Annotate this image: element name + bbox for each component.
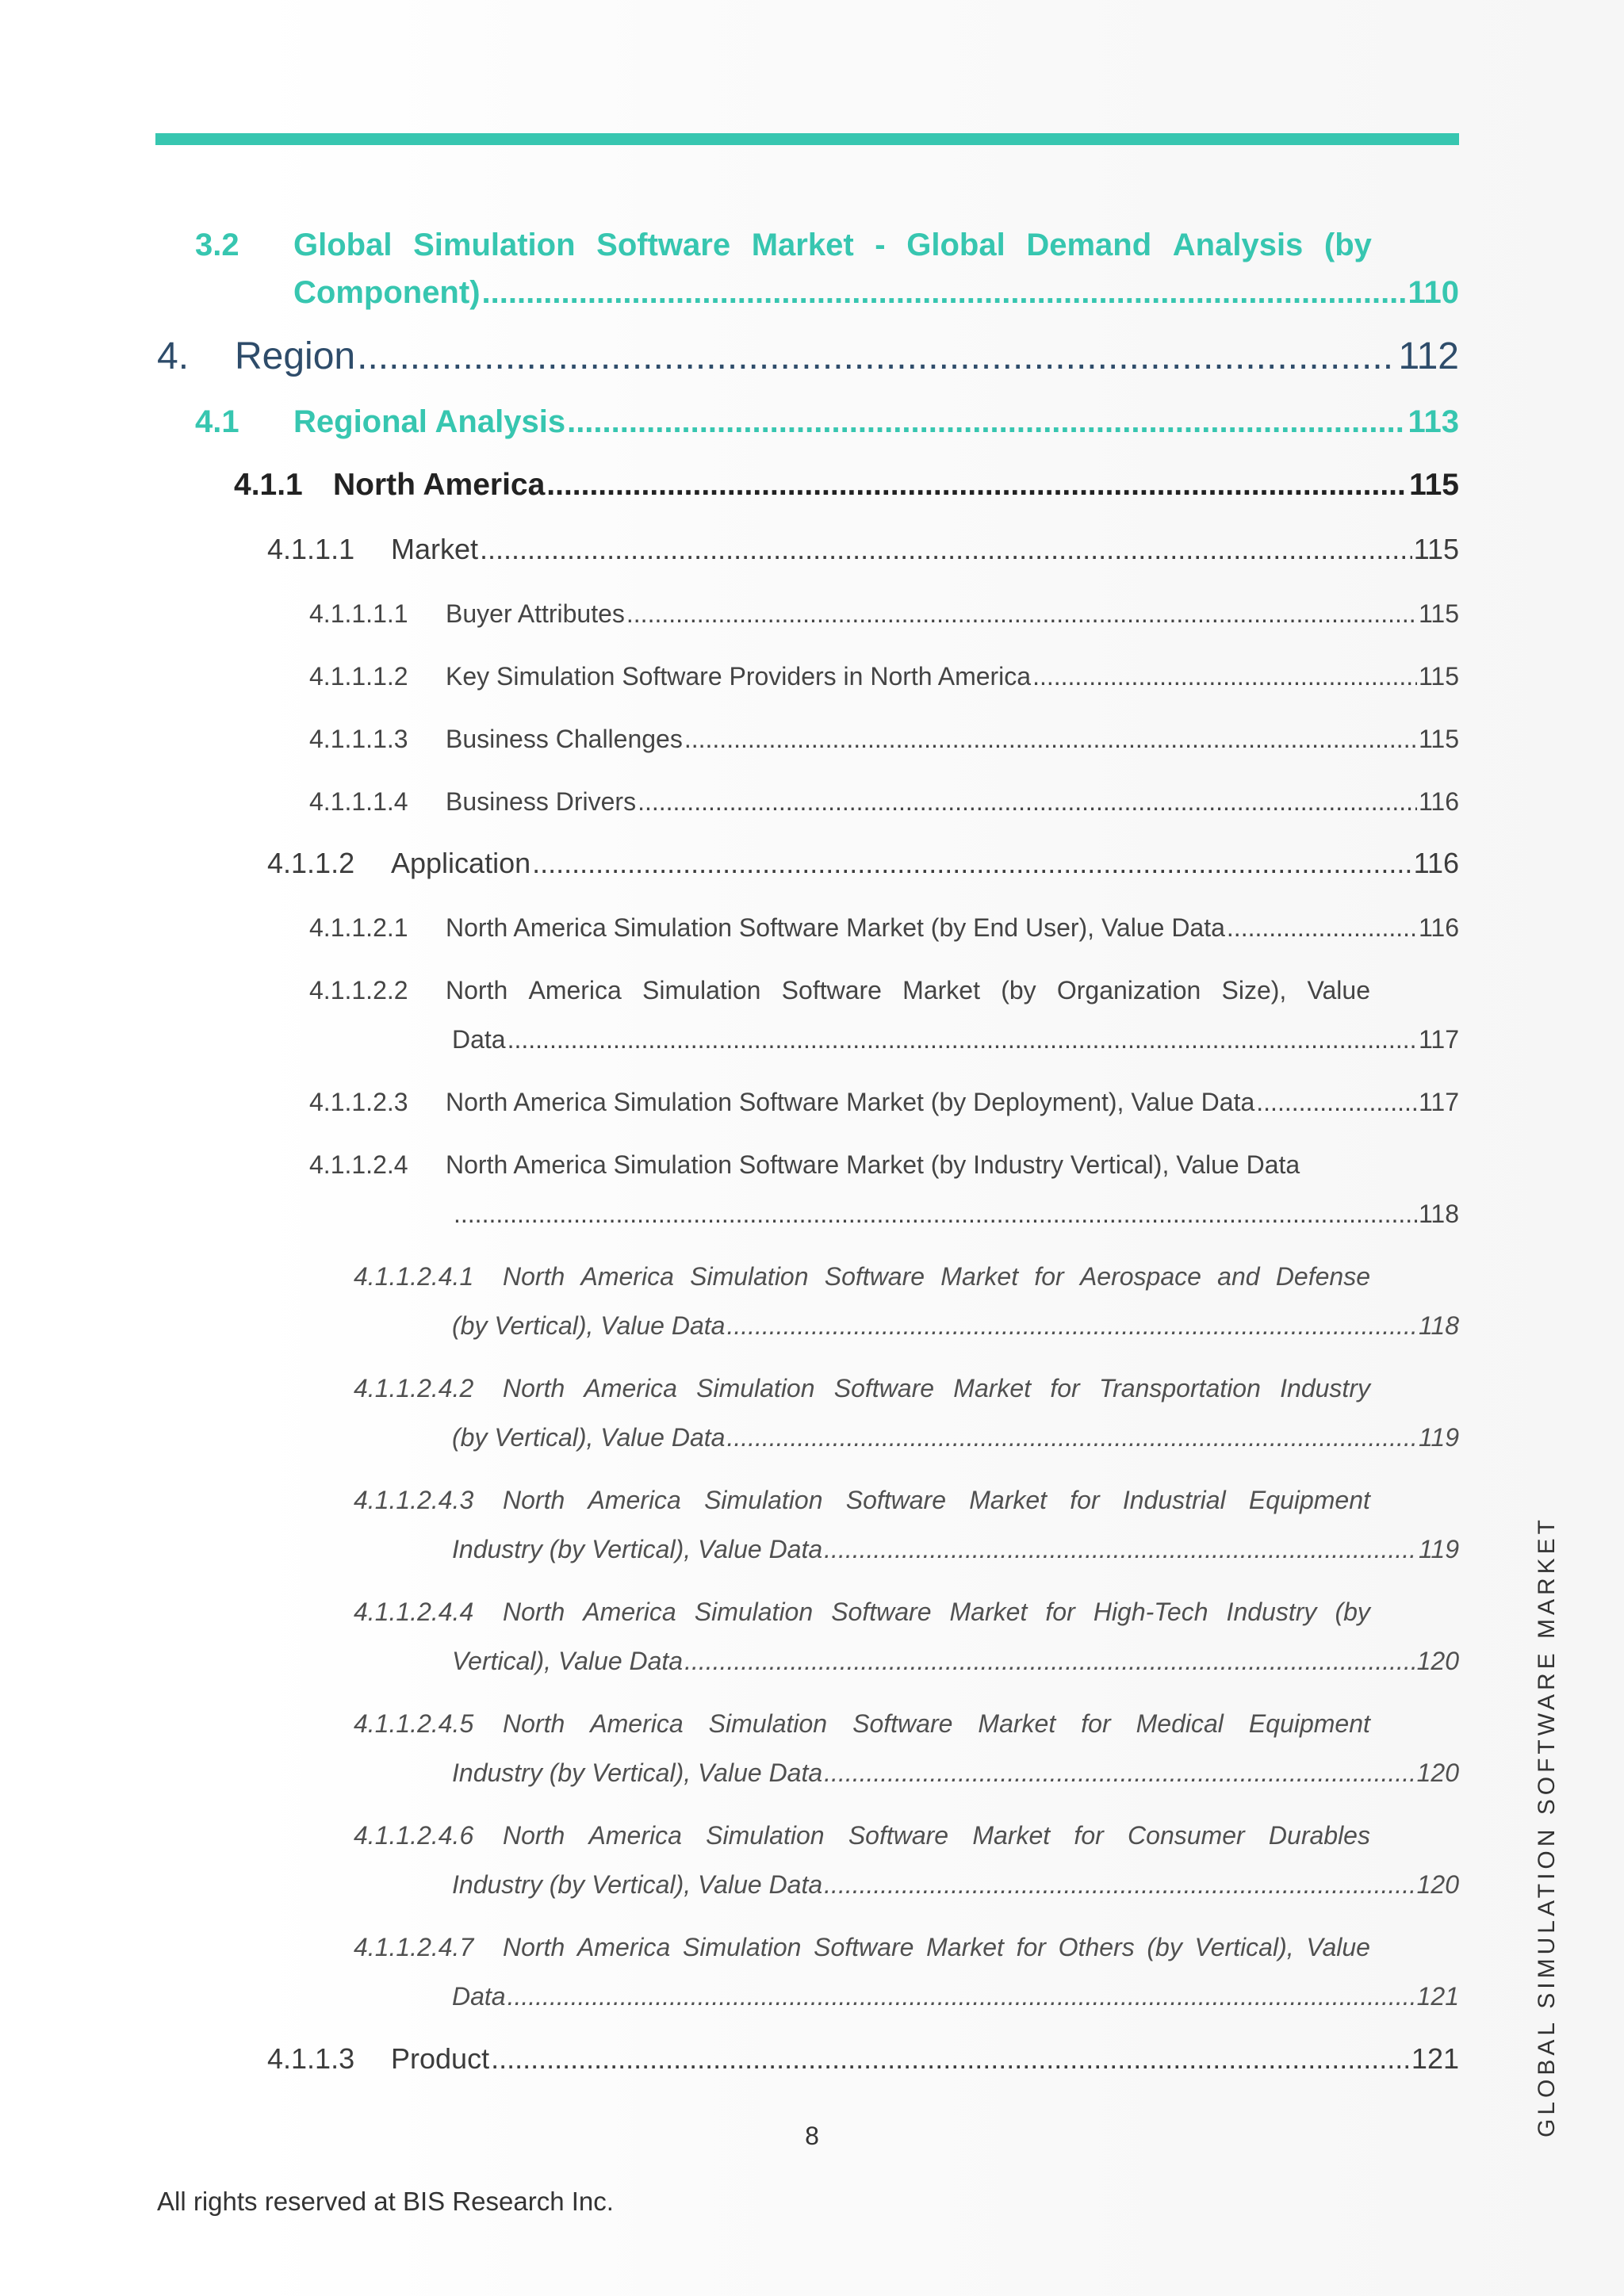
toc-word: Industrial [1122, 1486, 1226, 1514]
toc-word: Market [953, 1374, 1032, 1402]
toc-page: 113 [1408, 404, 1459, 439]
toc-word: Simulation [690, 1262, 809, 1291]
toc-title-line-1 [446, 976, 1370, 1005]
toc-number: 4.1.1.2.4.7 [354, 1933, 474, 1961]
toc-word: Simulation [694, 1598, 814, 1626]
toc-title: Region [235, 335, 356, 377]
toc-word: America [588, 1821, 682, 1850]
toc-word: Market [972, 1821, 1051, 1850]
toc-entry-4-1-1-1-2[interactable] [309, 662, 1459, 691]
toc-word: America [583, 1598, 676, 1626]
toc-title: Business Drivers [446, 787, 637, 816]
toc-word: North [503, 1598, 565, 1626]
toc-page: 121 [1416, 1982, 1459, 2011]
toc-entry-4-1-1-2-4[interactable] [309, 1150, 1459, 1229]
toc-entry-4-1-1-1-4[interactable] [309, 787, 1459, 817]
toc-entry-4-1-1-2-2[interactable] [309, 976, 1459, 1054]
toc-word: for [1070, 1486, 1100, 1514]
toc-title: North America Simulation Software Market (by Deployment), Value Data [446, 1088, 1255, 1116]
toc-word: Software [596, 228, 731, 262]
toc-word: for [1074, 1821, 1104, 1850]
toc-entry-4-1-1-2[interactable] [267, 847, 1459, 880]
toc-title: Market [391, 533, 479, 565]
toc-leader [454, 1200, 1417, 1229]
toc-word: Software [831, 1598, 932, 1626]
toc-leader [1227, 913, 1417, 943]
toc-number: 4.1.1.2.4.1 [354, 1262, 474, 1291]
toc-word: for [1081, 1709, 1111, 1738]
toc-word: Market [902, 976, 980, 1004]
toc-page: 115 [1418, 599, 1459, 628]
toc-title-line-1 [503, 1262, 1370, 1292]
toc-title-line-1 [503, 1598, 1370, 1627]
toc-word: Software [781, 976, 882, 1004]
toc-title-line-1 [503, 1486, 1370, 1515]
toc-word: - [875, 228, 886, 262]
toc-word: and [1217, 1262, 1260, 1291]
toc-leader [1256, 1088, 1417, 1117]
toc-word: Durables [1268, 1821, 1370, 1850]
toc-word: for [1016, 1933, 1046, 1961]
toc-number: 4.1.1.1.3 [309, 725, 408, 753]
toc-number: 4.1.1.2.4.2 [354, 1374, 474, 1402]
toc-word: for [1034, 1262, 1064, 1291]
toc-word: Organization [1056, 976, 1201, 1004]
toc-leader [684, 725, 1417, 754]
toc-word: Software [814, 1933, 914, 1961]
toc-number: 4.1.1.2.2 [309, 976, 408, 1004]
toc-page: 116 [1418, 913, 1459, 942]
toc-title-line-2: Industry (by Vertical), Value Data [452, 1535, 823, 1563]
toc-word: Others [1058, 1933, 1135, 1961]
toc-word: Global [293, 228, 393, 262]
toc-word: Industry [1280, 1374, 1370, 1402]
toc-entry-3-2[interactable] [195, 228, 1459, 311]
toc-page: 119 [1418, 1423, 1459, 1452]
toc-word: Software [845, 1486, 946, 1514]
toc-number: 4.1.1.2.4 [309, 1150, 408, 1179]
toc-word: Analysis [1172, 228, 1304, 262]
toc-entry-4-1-1-2-4-2[interactable] [354, 1374, 1459, 1452]
toc-number: 4.1.1 [234, 468, 303, 502]
toc-leader [357, 335, 1396, 378]
toc-title: Application [391, 847, 531, 879]
toc-title-line-2: Data [452, 1982, 506, 2011]
toc-page: 120 [1416, 1870, 1459, 1899]
toc-word: Market [949, 1598, 1028, 1626]
toc-entry-4-1-1-3[interactable] [267, 2042, 1459, 2076]
toc-word: Software [824, 1262, 925, 1291]
toc-entry-4-1-1-1-1[interactable] [309, 599, 1459, 629]
copyright-notice: All rights reserved at BIS Research Inc. [157, 2187, 614, 2216]
toc-page: 118 [1418, 1311, 1459, 1340]
toc-number: 4.1 [195, 404, 239, 439]
toc-number: 4. [157, 335, 190, 377]
toc-page: 115 [1413, 533, 1459, 565]
toc-title-line-2: Data [452, 1025, 506, 1054]
page-number: 8 [805, 2122, 819, 2150]
toc-entry-4-1-1-2-4-3[interactable] [354, 1486, 1459, 1564]
toc-number: 4.1.1.2.4.4 [354, 1598, 474, 1626]
toc-word: Consumer [1128, 1821, 1245, 1850]
toc-word: Software [848, 1821, 949, 1850]
toc-word: Simulation [708, 1709, 828, 1738]
toc-word: Market [969, 1486, 1048, 1514]
toc-page: 116 [1418, 787, 1459, 816]
toc-word: America [576, 1933, 671, 1961]
toc-number: 4.1.1.2.1 [309, 913, 408, 942]
toc-page: 112 [1398, 335, 1459, 377]
toc-title-line-2: Component) [293, 275, 481, 310]
toc-word: Defense [1275, 1262, 1370, 1291]
toc-leader [684, 1647, 1415, 1676]
toc-word: Market [751, 228, 854, 262]
toc-word: Vertical), [1194, 1933, 1294, 1961]
toc-leader [1032, 662, 1417, 691]
toc-title: Regional Analysis [293, 404, 566, 439]
toc-entry-4-1-1-2-4-1[interactable] [354, 1262, 1459, 1341]
toc-page: 119 [1418, 1535, 1459, 1563]
toc-leader [638, 787, 1417, 817]
toc-leader [567, 404, 1406, 440]
toc-number: 4.1.1.1.2 [309, 662, 408, 691]
toc-title-line-1 [293, 228, 1372, 263]
toc-number: 4.1.1.2.4.5 [354, 1709, 474, 1738]
toc-number: 4.1.1.3 [267, 2042, 355, 2075]
toc-entry-4-1[interactable] [195, 404, 1459, 440]
toc-entry-4[interactable] [157, 335, 1459, 378]
toc-word: Simulation [706, 1821, 825, 1850]
toc-leader [491, 2042, 1410, 2076]
toc-word: for [1050, 1374, 1080, 1402]
toc-page: 115 [1418, 725, 1459, 753]
toc-title-line-1 [503, 1933, 1370, 1962]
toc-title: Product [391, 2042, 490, 2075]
toc-page: 117 [1418, 1088, 1459, 1116]
toc-word: for [1045, 1598, 1075, 1626]
toc-word: Simulation [413, 228, 576, 262]
toc-word: North [503, 1933, 565, 1961]
toc-leader [546, 468, 1408, 503]
toc-title-line-2: Industry (by Vertical), Value Data [452, 1758, 823, 1787]
toc-leader [726, 1423, 1417, 1452]
toc-word: Software [852, 1709, 953, 1738]
side-running-title: GLOBAL SIMULATION SOFTWARE MARKET [1534, 1516, 1560, 2137]
toc-number: 4.1.1.2 [267, 847, 355, 879]
toc-word: Simulation [704, 1486, 823, 1514]
toc-title-line-1 [503, 1374, 1370, 1403]
toc-entry-4-1-1-1[interactable] [267, 533, 1459, 566]
toc-word: North [446, 976, 508, 1004]
toc-page: 115 [1409, 468, 1459, 502]
toc-word: Simulation [683, 1933, 802, 1961]
toc-word: America [580, 1262, 674, 1291]
toc-word: (by [1147, 1933, 1182, 1961]
toc-word: (by [1001, 976, 1036, 1004]
toc-number: 4.1.1.1.4 [309, 787, 408, 816]
toc-word: Simulation [642, 976, 761, 1004]
toc-word: America [528, 976, 622, 1004]
toc-word: Simulation [696, 1374, 815, 1402]
toc-title: North America Simulation Software Market (by End User), Value Data [446, 913, 1225, 942]
toc-number: 4.1.1.2.4.6 [354, 1821, 474, 1850]
toc-title: Key Simulation Software Providers in North America [446, 662, 1032, 691]
toc-leader [824, 1870, 1415, 1900]
toc-number: 4.1.1.1 [267, 533, 355, 565]
toc-word: Aerospace [1079, 1262, 1201, 1291]
toc-word: America [584, 1374, 677, 1402]
toc-title-line-1 [503, 1709, 1370, 1739]
toc-title: North America [333, 468, 546, 502]
toc-word: North [503, 1709, 565, 1738]
toc-title: Buyer Attributes [446, 599, 625, 628]
toc-word: High-Tech [1093, 1598, 1208, 1626]
toc-word: Size), [1221, 976, 1287, 1004]
toc-entry-4-1-1-2-4-7[interactable] [354, 1933, 1459, 2011]
toc-title-line-2: (by Vertical), Value Data [452, 1423, 726, 1452]
toc-entry-4-1-1-2-4-5[interactable] [354, 1709, 1459, 1788]
toc-word: North [503, 1821, 565, 1850]
toc-leader [508, 1025, 1417, 1054]
toc-word: (by [1335, 1598, 1370, 1626]
toc-leader [480, 533, 1412, 566]
toc-entry-4-1-1-1-3[interactable] [309, 725, 1459, 754]
toc-word: North [503, 1486, 565, 1514]
toc-word: North [503, 1374, 565, 1402]
toc-leader [726, 1311, 1417, 1341]
toc-word: (by [1323, 228, 1372, 262]
toc-leader [824, 1535, 1417, 1564]
toc-leader [824, 1758, 1415, 1788]
toc-entry-4-1-1[interactable] [234, 468, 1459, 503]
toc-word: America [590, 1709, 684, 1738]
toc-word: Value [1306, 1933, 1370, 1961]
toc-word: Industry [1226, 1598, 1317, 1626]
toc-page: 110 [1408, 275, 1459, 310]
toc-page: 116 [1413, 847, 1459, 879]
toc-word: Value [1307, 976, 1370, 1004]
toc-entry-4-1-1-2-1[interactable] [309, 913, 1459, 943]
toc-leader [482, 275, 1407, 311]
toc-title-line-2: (by Vertical), Value Data [452, 1311, 726, 1340]
toc-word: Medical [1136, 1709, 1224, 1738]
toc-word: Market [926, 1933, 1004, 1961]
toc-title-line-2: Industry (by Vertical), Value Data [452, 1870, 823, 1899]
toc-entry-4-1-1-2-3[interactable] [309, 1088, 1459, 1117]
toc-word: Market [940, 1262, 1019, 1291]
toc-entry-4-1-1-2-4-6[interactable] [354, 1821, 1459, 1900]
toc-word: America [588, 1486, 681, 1514]
toc-page: 120 [1416, 1647, 1459, 1675]
toc-word: Transportation [1098, 1374, 1261, 1402]
toc-title-line-1: North America Simulation Software Market (by Industry Vertical), Value Data [446, 1150, 1300, 1179]
toc-word: Software [833, 1374, 935, 1402]
toc-title-line-1 [503, 1821, 1370, 1850]
toc-word: Equipment [1248, 1709, 1370, 1738]
toc-page: 117 [1418, 1025, 1459, 1054]
toc-word: Demand [1026, 228, 1152, 262]
toc-word: Equipment [1248, 1486, 1370, 1514]
header-accent-rule [155, 133, 1459, 145]
toc-number: 4.1.1.2.3 [309, 1088, 408, 1116]
toc-leader [508, 1982, 1415, 2011]
toc-number: 3.2 [195, 228, 239, 262]
toc-page: 115 [1418, 662, 1459, 691]
toc-leader [626, 599, 1417, 629]
toc-page: 118 [1418, 1200, 1459, 1228]
toc-word: Market [978, 1709, 1056, 1738]
toc-number: 4.1.1.2.4.3 [354, 1486, 474, 1514]
toc-entry-4-1-1-2-4-4[interactable] [354, 1598, 1459, 1676]
toc-word: Global [906, 228, 1005, 262]
toc-title-line-2: Vertical), Value Data [452, 1647, 684, 1675]
toc-leader [532, 847, 1411, 880]
toc-number: 4.1.1.1.1 [309, 599, 408, 628]
toc-page: 120 [1416, 1758, 1459, 1787]
toc-title: Business Challenges [446, 725, 683, 753]
toc-word: North [503, 1262, 565, 1291]
toc-page: 121 [1411, 2042, 1459, 2075]
